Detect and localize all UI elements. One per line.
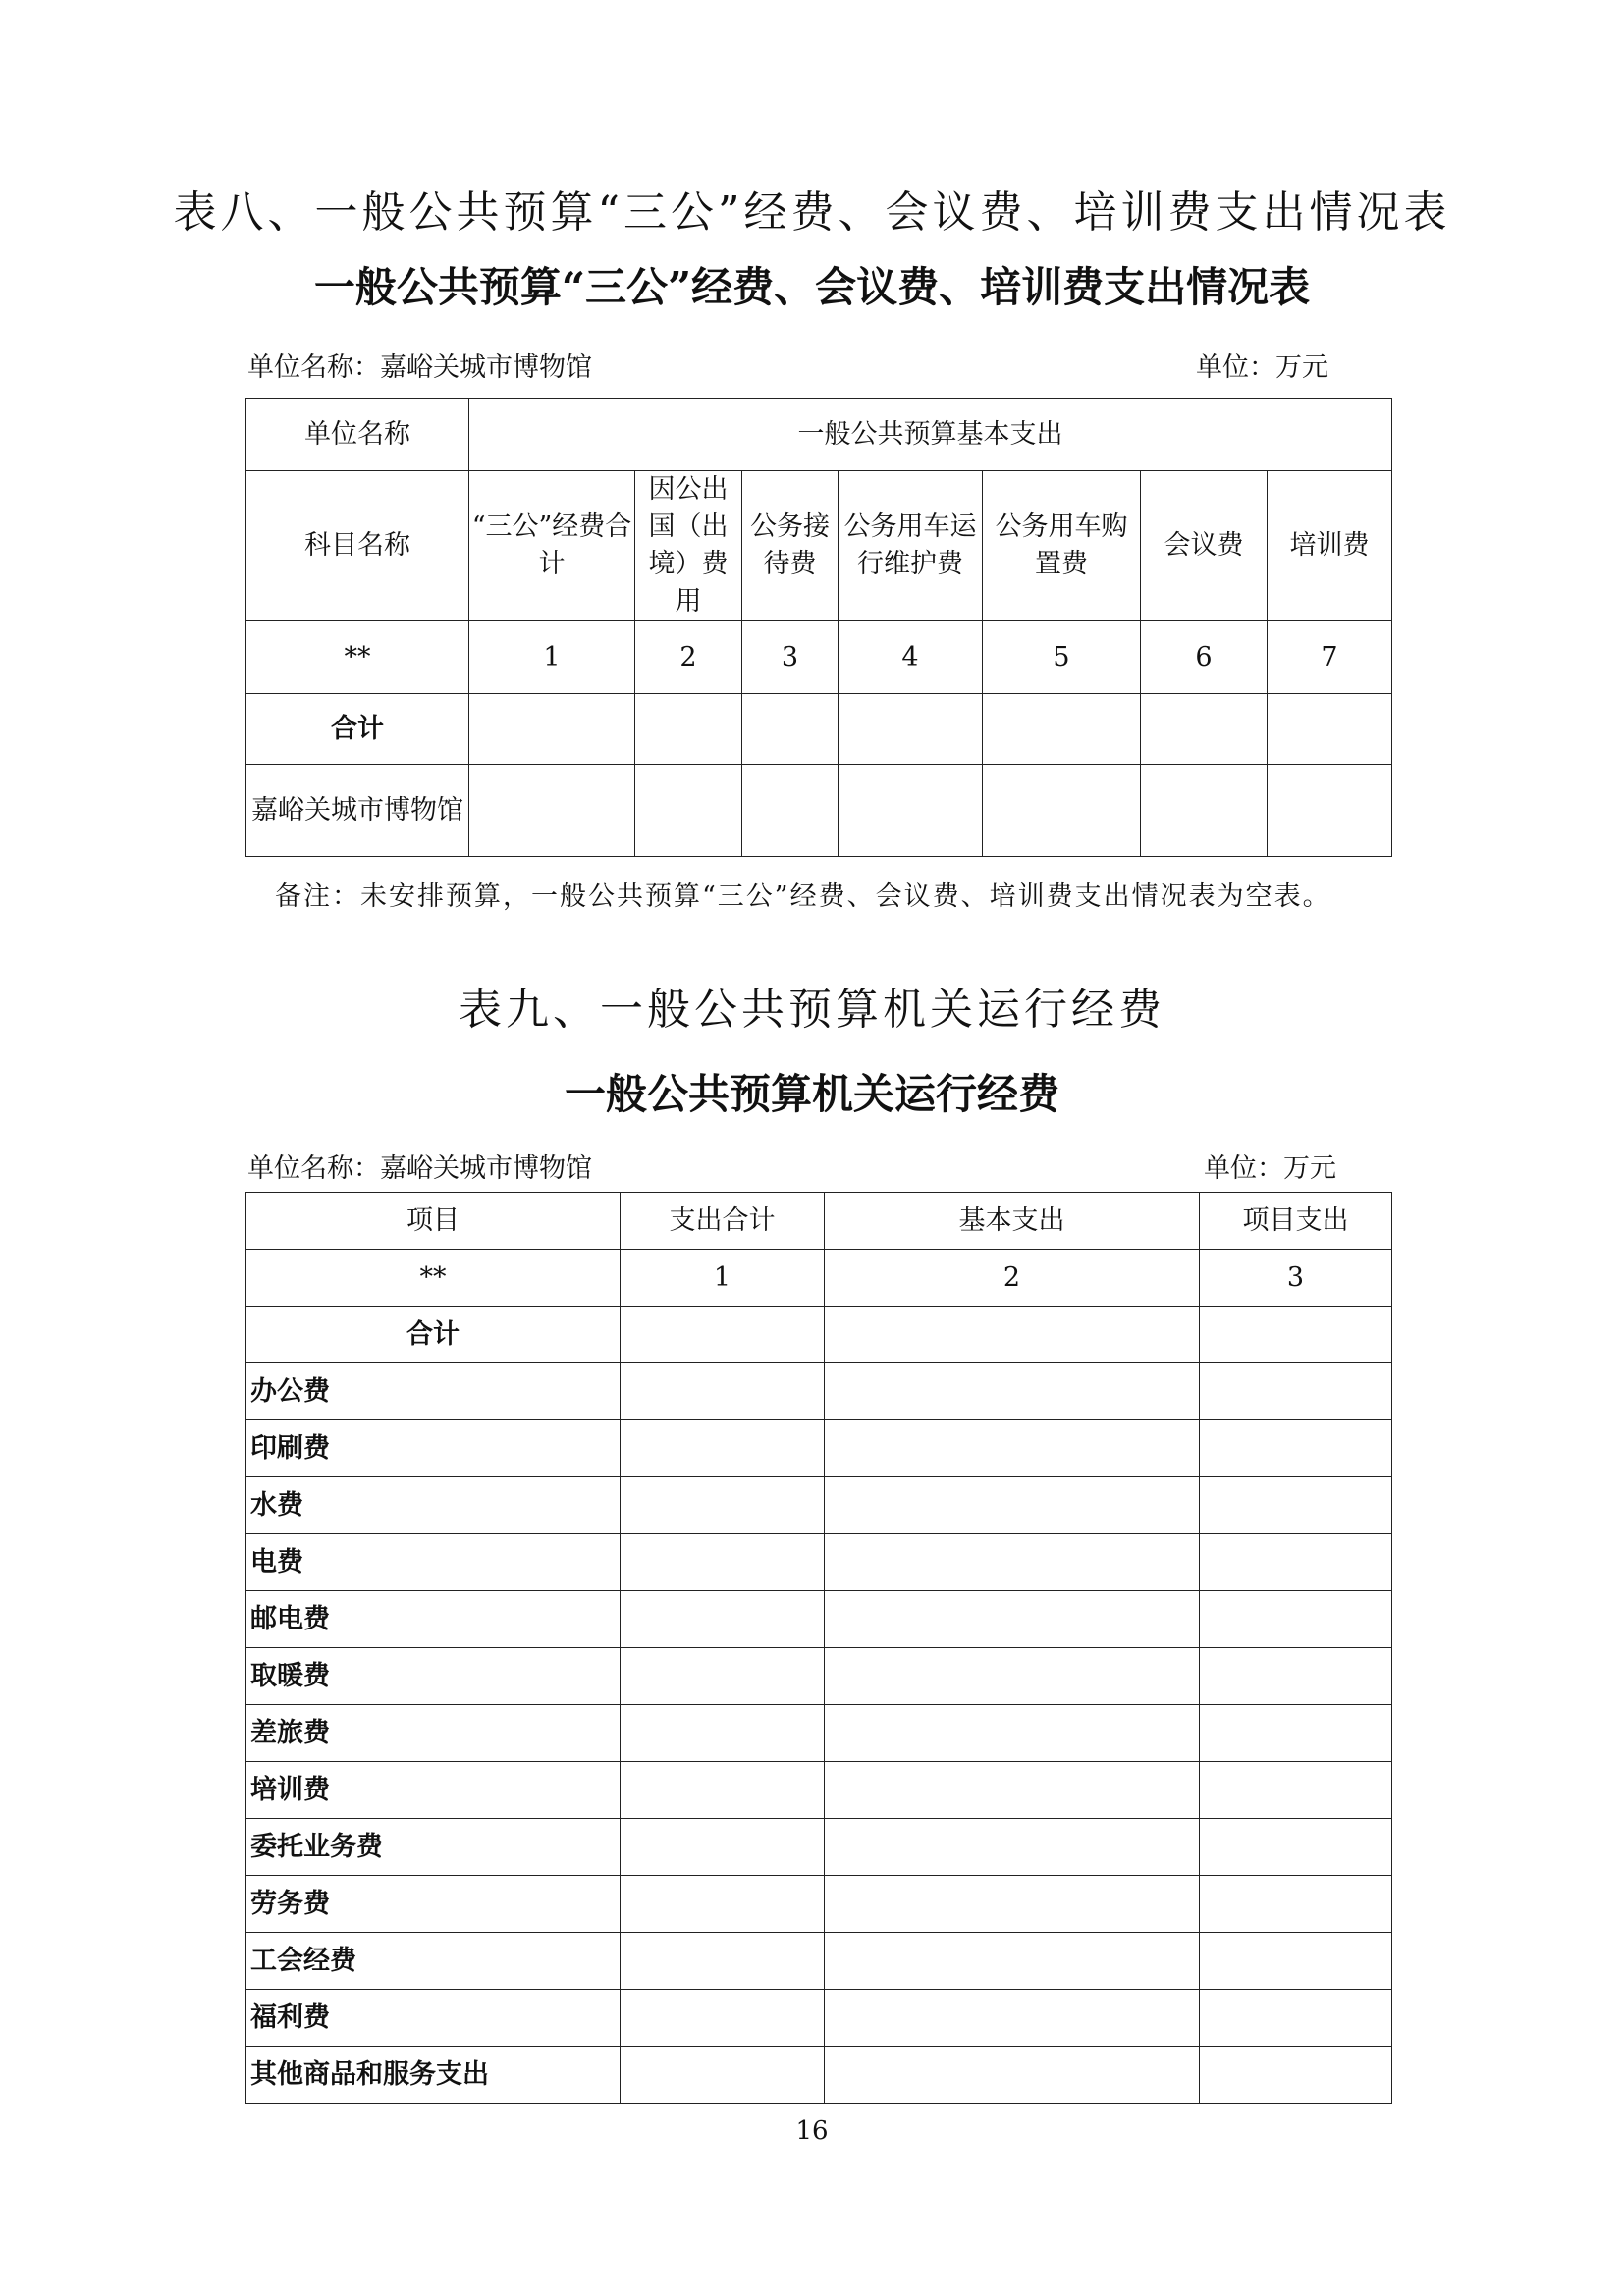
table-cell	[1200, 1819, 1392, 1876]
table8-header-unit-name: 单位名称	[246, 399, 469, 471]
table-cell	[1268, 694, 1392, 765]
table-cell	[621, 1876, 825, 1933]
table-cell	[1200, 1933, 1392, 1990]
table9-row-label: 办公费	[246, 1363, 621, 1420]
table-cell	[983, 694, 1141, 765]
table9-total-label: 合计	[246, 1307, 621, 1363]
table8-index-number: 5	[983, 621, 1141, 694]
table-row	[246, 1876, 1392, 1933]
table-cell	[621, 1420, 825, 1477]
table-row	[246, 1534, 1392, 1591]
table9-index-number: 3	[1200, 1250, 1392, 1307]
table-cell	[1200, 1477, 1392, 1534]
table-cell	[621, 1762, 825, 1819]
table-cell	[742, 694, 839, 765]
table-cell	[621, 1705, 825, 1762]
table9-unit: 单位：万元	[1204, 1153, 1336, 1184]
table-cell	[469, 765, 635, 857]
table-cell	[1141, 694, 1268, 765]
table-cell	[621, 1819, 825, 1876]
table9-col-header: 支出合计	[621, 1193, 825, 1250]
table-cell	[1141, 765, 1268, 857]
table-cell	[621, 1933, 825, 1990]
table-cell	[635, 694, 742, 765]
table-cell	[1200, 1591, 1392, 1648]
table9	[245, 1192, 1392, 2104]
table9-heading: 表九、一般公共预算机关运行经费	[459, 985, 1165, 1035]
table-cell	[1200, 1363, 1392, 1420]
table8-title: 一般公共预算“三公”经费、会议费、培训费支出情况表	[313, 263, 1311, 311]
table-cell	[621, 1534, 825, 1591]
table8-col-header: 公务用车购置费	[983, 471, 1141, 621]
table-cell	[621, 1363, 825, 1420]
table8-index-row	[246, 621, 1392, 694]
table8-index-number: 3	[742, 621, 839, 694]
table9-index-label: **	[246, 1250, 621, 1307]
table9-col-header: 基本支出	[825, 1193, 1200, 1250]
table8-index-label: **	[246, 621, 469, 694]
table9-col-header: 项目	[246, 1193, 621, 1250]
table-row	[246, 1705, 1392, 1762]
table8-total-row	[246, 694, 1392, 765]
table-cell	[621, 1648, 825, 1705]
table8	[245, 398, 1392, 857]
table-row	[246, 2047, 1392, 2104]
table-cell	[1200, 1534, 1392, 1591]
table8-index-number: 6	[1141, 621, 1268, 694]
table9-header-row	[246, 1193, 1392, 1250]
table-row	[246, 1477, 1392, 1534]
table-row	[246, 1420, 1392, 1477]
table-cell	[1200, 1648, 1392, 1705]
table-cell	[621, 1477, 825, 1534]
table-cell	[621, 1307, 825, 1363]
table-cell	[1200, 1990, 1392, 2047]
table-cell	[825, 1363, 1200, 1420]
table-row	[246, 1648, 1392, 1705]
table-cell	[621, 2047, 825, 2104]
table-cell	[1200, 1876, 1392, 1933]
table9-row-label: 培训费	[246, 1762, 621, 1819]
table-cell	[825, 2047, 1200, 2104]
table-cell	[839, 765, 983, 857]
table9-row-label: 邮电费	[246, 1591, 621, 1648]
table8-org-label: 嘉峪关城市博物馆	[246, 765, 469, 857]
table8-note: 备注：未安排预算，一般公共预算“三公”经费、会议费、培训费支出情况表为空表。	[275, 881, 1331, 912]
table8-unit: 单位：万元	[1196, 352, 1328, 383]
table8-col-header: 因公出国（出境）费用	[635, 471, 742, 621]
table-cell	[825, 1933, 1200, 1990]
table9-row-label: 水费	[246, 1477, 621, 1534]
table9-col-header: 项目支出	[1200, 1193, 1392, 1250]
table9-index-row	[246, 1250, 1392, 1307]
table-row	[246, 1591, 1392, 1648]
table-cell	[983, 765, 1141, 857]
table9-index-number: 2	[825, 1250, 1200, 1307]
table9-row-label: 劳务费	[246, 1876, 621, 1933]
table-cell	[621, 1990, 825, 2047]
table9-title: 一般公共预算机关运行经费	[564, 1070, 1059, 1118]
table8-unit-name: 单位名称：嘉峪关城市博物馆	[247, 352, 592, 383]
table-cell	[635, 765, 742, 857]
table8-index-number: 1	[469, 621, 635, 694]
table9-row-label: 其他商品和服务支出	[246, 2047, 621, 2104]
table-cell	[469, 694, 635, 765]
table-cell	[825, 1307, 1200, 1363]
table-cell	[825, 1876, 1200, 1933]
table-cell	[825, 1591, 1200, 1648]
table8-total-label: 合计	[246, 694, 469, 765]
table9-row-label: 福利费	[246, 1990, 621, 2047]
table8-header-group: 一般公共预算基本支出	[469, 399, 1392, 471]
table-row	[246, 1363, 1392, 1420]
table-cell	[825, 1990, 1200, 2047]
table9-row-label: 印刷费	[246, 1420, 621, 1477]
table-cell	[1200, 1705, 1392, 1762]
table9-total-row	[246, 1307, 1392, 1363]
table8-col-header: 公务接待费	[742, 471, 839, 621]
table9-row-label: 取暖费	[246, 1648, 621, 1705]
table8-index-number: 2	[635, 621, 742, 694]
table9-row-label: 工会经费	[246, 1933, 621, 1990]
table-cell	[825, 1762, 1200, 1819]
table-cell	[1200, 1762, 1392, 1819]
table-cell	[742, 765, 839, 857]
table8-subheader-row	[246, 471, 1392, 621]
table-row	[246, 1990, 1392, 2047]
table8-heading: 表八、一般公共预算“三公”经费、会议费、培训费支出情况表	[173, 187, 1451, 238]
table8-col-header: 会议费	[1141, 471, 1268, 621]
table-cell	[839, 694, 983, 765]
table-row	[246, 1762, 1392, 1819]
page-number: 16	[795, 2116, 829, 2146]
table-cell	[825, 1705, 1200, 1762]
table8-col-header: “三公”经费合计	[469, 471, 635, 621]
table-cell	[825, 1534, 1200, 1591]
table8-col-header: 公务用车运行维护费	[839, 471, 983, 621]
table9-row-label: 差旅费	[246, 1705, 621, 1762]
table9-row-label: 电费	[246, 1534, 621, 1591]
table-cell	[1200, 2047, 1392, 2104]
table-cell	[1200, 1307, 1392, 1363]
table-cell	[825, 1819, 1200, 1876]
table-cell	[621, 1591, 825, 1648]
table9-unit-name: 单位名称：嘉峪关城市博物馆	[247, 1153, 592, 1184]
table8-index-number: 7	[1268, 621, 1392, 694]
table8-index-number: 4	[839, 621, 983, 694]
table8-header-row	[246, 399, 1392, 471]
table9-row-label: 委托业务费	[246, 1819, 621, 1876]
table-cell	[1268, 765, 1392, 857]
table-row	[246, 1819, 1392, 1876]
table8-header-subject: 科目名称	[246, 471, 469, 621]
table-cell	[825, 1477, 1200, 1534]
table9-index-number: 1	[621, 1250, 825, 1307]
table-cell	[825, 1648, 1200, 1705]
table-cell	[1200, 1420, 1392, 1477]
table8-col-header: 培训费	[1268, 471, 1392, 621]
table8-org-row	[246, 765, 1392, 857]
table-cell	[825, 1420, 1200, 1477]
table-row	[246, 1933, 1392, 1990]
